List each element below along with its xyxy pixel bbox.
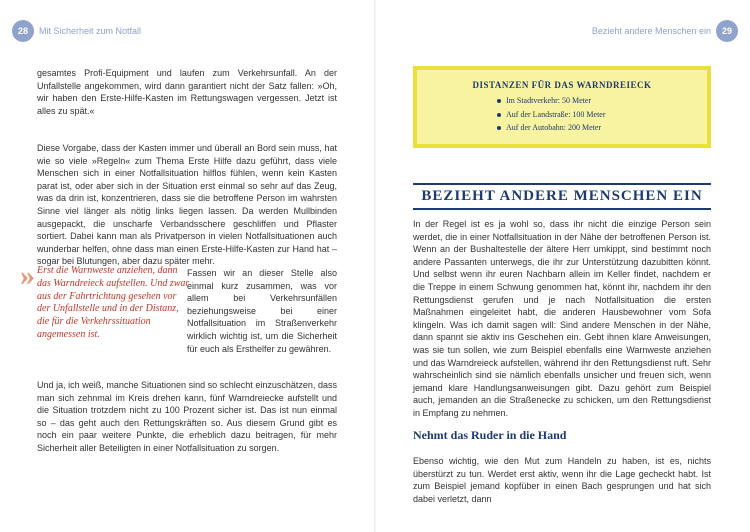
info-box-title: DISTANZEN FÜR DAS WARNDREIECK: [472, 80, 652, 90]
left-paragraph-2: Diese Vorgabe, dass der Kasten immer und überall an Bord sein muss, hat wie so viele »Regeln« zum Thema Erste Hilfe dazu geführt, dass viele Menschen sich in einer Notfallsituation hilflos fühlen, wenn kein Kasten parat ist, oder aber sich in der Situation erst einmal so sehr auf das Zeug, was da drin ist, konzentrieren, dass sie die betroffene Person im wahrsten Sinne viel länger als nötig links liegen lassen. Da werden Mullbinden ausgepackt, die unscharfe Verbandsschere geschliffen und Pflaster sortiert. Dabei kann man als Privatperson in vielen Notfallsituationen auch wunderbar helfen, ohne dass man einen Erste-Hilfe-Kasten zur Hand hat – sogar bei Blutungen, aber dazu später mehr.: [37, 143, 337, 267]
right-paragraph-1: In der Regel ist es ja wohl so, dass ihr nicht die einzige Person sein werdet, die in einer Notfallsituation in der Nähe der betroffenen Person ist. Wenn an der Bushaltestelle der ältere Herr umkippt, sind bestimmt noch andere Passanten unterwegs, die ihr zur Unterstützung dazubitten könnt. Und selbst wenn ihr euren Nachbarn allein im Keller findet, nachdem er die Treppe in einem Schwung genommen hat, könnt ihr, nachdem ihr den Rettungsdienst gerufen und je nach Notfallsituation die ersten Maßnahmen eingeleitet habt, die anderen Hausbewohner vom Sofa klingeln. Was ich damit sagen will: Sind andere Menschen in der Nähe, dann spannt sie aktiv ins Geschehen ein. Gebt ihnen klare Anweisungen, was sie tun sollen, wie zum Beispiel ebenfalls eine Warnweste anziehen und das Warndreieck aufstellen, während ihr den Rettungsdienst ruft. Sehr wahrscheinlich sind sie nämlich ebenfalls unsicher und freuen sich, wenn jemand klare Handlungsanweisungen gibt. Dazu gehört zum Beispiel auch, jemanden an die Straßenecke zu schicken, um den Rettungsdienst in Empfang zu nehmen.: [413, 219, 711, 418]
header-left: [12, 20, 141, 42]
book-gutter: [374, 0, 376, 532]
left-paragraph-3: Fassen wir an dieser Stelle also einmal kurz zusammen, was vor allem bei Verkehrsunfällen beziehungsweise bei einer Notfallsituation im Straßenverkehr wirklich wichtig ist, um die Sicherheit für euch als Ersthelfer zu gewähren.: [187, 268, 337, 354]
header-right: [592, 20, 738, 42]
quote-mark-icon: »: [20, 259, 35, 292]
info-box: [413, 66, 711, 148]
left-paragraph-4: Und ja, ich weiß, manche Situationen sind so schlecht einzuschätzen, dass man sich zehnmal im Kreis drehen kann, fünf Warndreiecke aufstellt und die Situation trotzdem nicht zu 100 Prozent sicher ist. Das ist nun einmal so – das geht auch den Rettungskräften so. Aus diesem Grund gibt es noch ein paar weitere Punkte, die erheblich dazu beitragen, für mehr Sicherheit aller Beteiligten in einer Notfallsituation zu sorgen.: [37, 380, 337, 453]
section-title: BEZIEHT ANDERE MENSCHEN EIN: [421, 188, 703, 204]
list-item: Im Stadtverkehr: 50 Meter: [497, 94, 707, 108]
right-paragraph-2: Ebenso wichtig, wie den Mut zum Handeln zu haben, ist es, nichts überstürzt zu tun. Werdet erst aktiv, wenn ihr die Lage gecheckt habt. Ist zum Beispiel jemand kopfüber in einen Bach gesprungen und hat sich dabei verletzt, dann: [413, 456, 711, 504]
subheading: Nehmt das Ruder in die Hand: [413, 428, 567, 442]
section-rule-bottom: [413, 208, 711, 210]
page-number-right: 29: [716, 20, 738, 42]
list-item: Auf der Autobahn: 200 Meter: [497, 121, 707, 135]
left-paragraph-1: gesamtes Profi-Equipment und laufen zum Verkehrsunfall. An der Unfallstelle angekommen, wird dann garantiert nicht der Satz fallen: »Oh, wir haben den Erste-Hilfe-Kasten im Rettungswagen vergessen. Jetzt ist alles zu spät.«: [37, 68, 337, 116]
pull-quote-text: Erst die Warnweste anziehen, dann das Warndreieck aufstellen. Und zwar aus der Fahrtrichtung gesehen vor der Unfallstelle und in der Distanz, die für die Verkehrssituation angemessen ist.: [37, 265, 190, 340]
running-title-left: Mit Sicherheit zum Notfall: [39, 26, 142, 36]
info-box-list: [417, 94, 707, 135]
list-item: Auf der Landstraße: 100 Meter: [497, 108, 707, 122]
running-title-right: Bezieht andere Menschen ein: [591, 26, 711, 36]
page-number-left: 28: [12, 20, 34, 42]
